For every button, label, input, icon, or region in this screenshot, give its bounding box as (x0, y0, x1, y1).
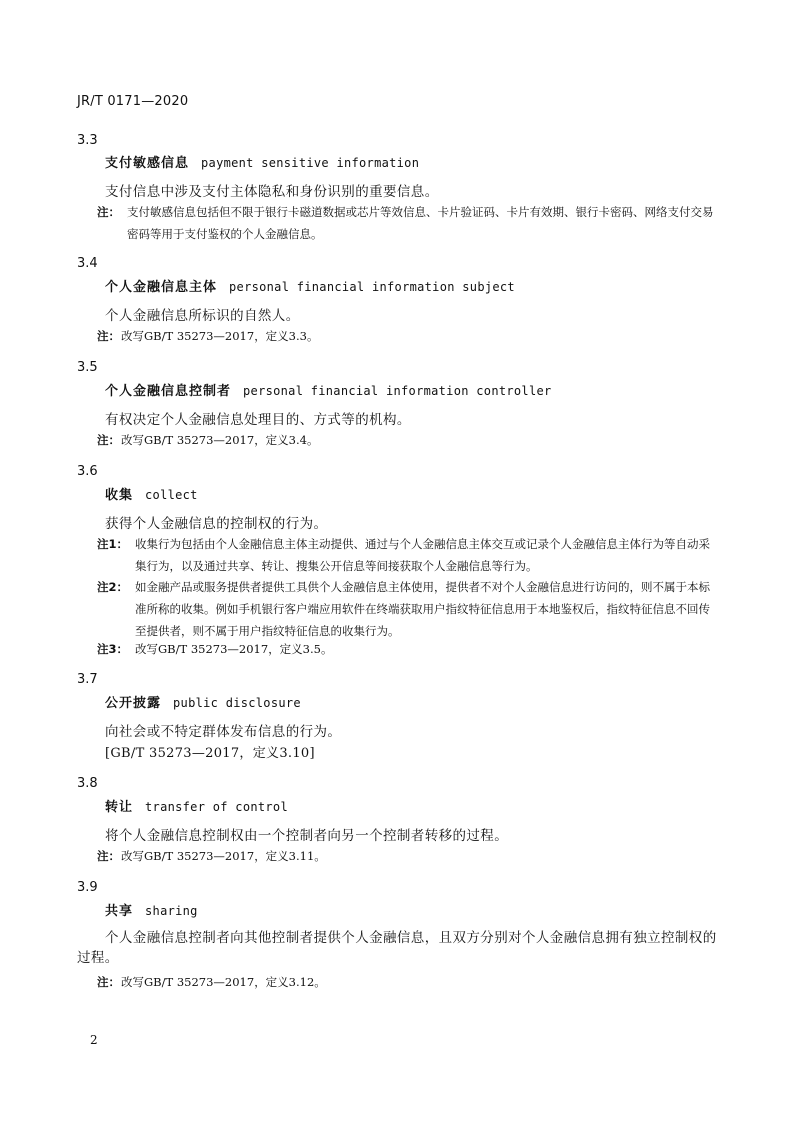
term-english: public disclosure (173, 696, 301, 710)
note-label: 注： (97, 433, 120, 447)
note (97, 971, 715, 993)
term-english: personal financial information controller (243, 384, 552, 398)
note (97, 429, 715, 451)
note-text: 收集行为包括由个人金融信息主体主动提供、通过与个人金融信息主体交互或记录个人金融信息主体行为等自动采集行为，以及通过共享、转让、搜集公开信息等间接获取个人金融信息等行为。 (135, 537, 710, 573)
term-english: transfer of control (145, 800, 288, 814)
term-definition: 有权决定个人金融信息处理目的、方式等的机构。 (105, 412, 411, 428)
term-definition: 将个人金融信息控制权由一个控制者向另一个控制者转移的过程。 (105, 828, 509, 844)
term-chinese: 个人金融信息主体 (105, 280, 218, 295)
note-label: 注： (97, 849, 120, 863)
term-chinese: 公开披露 (105, 696, 162, 711)
note-text: 改写GB/T 35273—2017，定义3.12。 (121, 975, 326, 989)
page-number: 2 (90, 1033, 98, 1047)
entry-number: 3.5 (77, 360, 98, 375)
note-label: 注： (97, 205, 120, 219)
note-text: 改写GB/T 35273—2017，定义3.4。 (121, 433, 319, 447)
term-heading (105, 484, 198, 503)
source-reference: [GB/T 35273—2017，定义3.10] (105, 746, 315, 761)
term-english: payment sensitive information (201, 156, 420, 170)
note (97, 845, 715, 867)
note (97, 533, 715, 577)
term-chinese: 转让 (105, 800, 134, 815)
term-chinese: 收集 (105, 488, 134, 503)
note-label: 注1： (97, 537, 129, 551)
term-heading (105, 152, 419, 171)
note-label: 注： (97, 975, 120, 989)
note-label: 注： (97, 329, 120, 343)
note (97, 576, 715, 642)
term-heading (105, 900, 198, 919)
term-english: sharing (145, 904, 198, 918)
term-heading (105, 276, 515, 295)
note-text: 改写GB/T 35273—2017，定义3.11。 (121, 849, 326, 863)
term-heading (105, 692, 301, 711)
entry-number: 3.3 (77, 133, 98, 148)
note-text: 改写GB/T 35273—2017，定义3.3。 (121, 329, 319, 343)
term-english: collect (145, 488, 198, 502)
note (97, 638, 715, 660)
note (97, 325, 715, 347)
note-text: 支付敏感信息包括但不限于银行卡磁道数据或芯片等效信息、卡片验证码、卡片有效期、银行卡密码、网络支付交易密码等用于支付鉴权的个人金融信息。 (127, 205, 714, 241)
entry-number: 3.6 (77, 464, 98, 479)
entry-number: 3.9 (77, 880, 98, 895)
term-heading (105, 380, 552, 399)
note-text: 如金融产品或服务提供者提供工具供个人金融信息主体使用，提供者不对个人金融信息进行访问的，则不属于本标准所称的收集。例如手机银行客户端应用软件在终端获取用户指纹特征信息用于本地鉴权后，指纹特征信息不回传至提供者，则不属于用户指纹特征信息的收集行为。 (135, 580, 710, 638)
entry-number: 3.4 (77, 256, 98, 271)
term-chinese: 个人金融信息控制者 (105, 384, 232, 399)
term-definition: 个人金融信息所标识的自然人。 (105, 308, 300, 324)
term-chinese: 共享 (105, 904, 134, 919)
term-definition: 支付信息中涉及支付主体隐私和身份识别的重要信息。 (105, 184, 439, 200)
note (97, 201, 715, 245)
document-code-header: JR/T 0171—2020 (77, 94, 189, 109)
note-text: 改写GB/T 35273—2017，定义3.5。 (135, 642, 333, 656)
note-label: 注3： (97, 642, 129, 656)
term-english: personal financial information subject (229, 280, 515, 294)
term-definition: 获得个人金融信息的控制权的行为。 (105, 516, 328, 532)
term-heading (105, 796, 288, 815)
term-definition: 向社会或不特定群体发布信息的行为。 (105, 724, 342, 740)
term-chinese: 支付敏感信息 (105, 156, 190, 171)
entry-number: 3.7 (77, 672, 98, 687)
entry-number: 3.8 (77, 776, 98, 791)
note-label: 注2： (97, 580, 129, 594)
term-definition: 个人金融信息控制者向其他控制者提供个人金融信息，且双方分别对个人金融信息拥有独立控制权的过程。 (77, 930, 717, 966)
